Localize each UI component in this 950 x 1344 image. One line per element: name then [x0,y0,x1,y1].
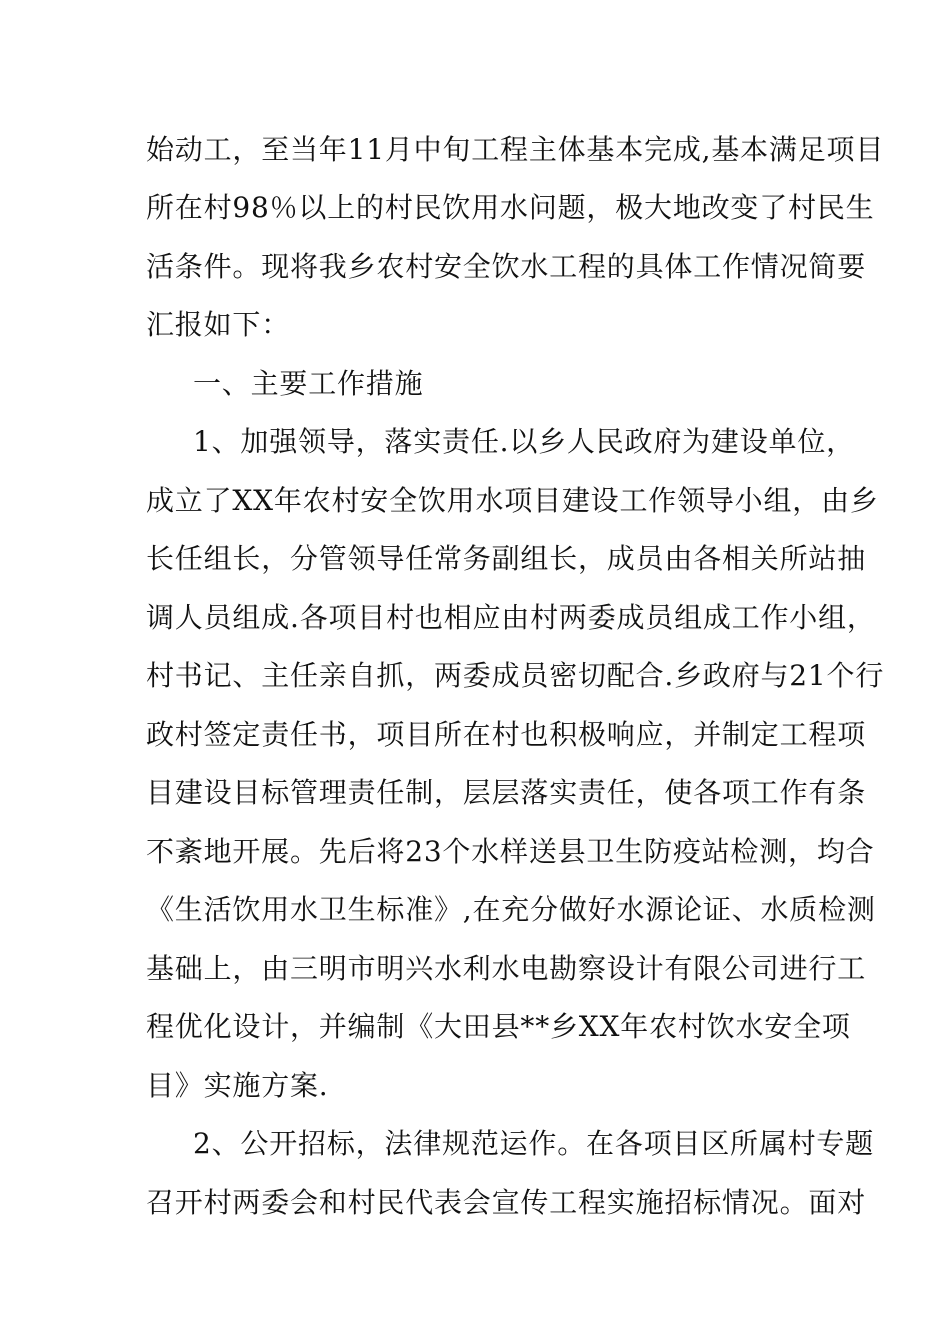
paragraph-line: 不紊地开展。先后将23个水样送县卫生防疫站检测，均合 [146,835,875,868]
paragraph-line: 目建设目标管理责任制，层层落实责任，使各项工作有条 [146,776,867,809]
paragraph-line: 程优化设计，并编制《大田县**乡XX年农村饮水安全项 [146,1010,851,1043]
paragraph-line: 目》实施方案. [146,1069,329,1102]
paragraph-line: 村书记、主任亲自抓，两委成员密切配合.乡政府与21个行 [146,659,885,692]
paragraph-line: 政村签定责任书，项目所在村也积极响应，并制定工程项 [146,718,867,751]
section-heading: 一、主要工作措施 [193,367,424,400]
paragraph-line: 成立了XX年农村安全饮用水项目建设工作领导小组，由乡 [146,484,879,517]
paragraph-line: 《生活饮用水卫生标准》,在充分做好水源论证、水质检测 [146,893,876,926]
paragraph-line: 调人员组成.各项目村也相应由村两委成员组成工作小组， [146,601,876,634]
paragraph-line: 始动工，至当年11月中旬工程主体基本完成,基本满足项目 [146,133,885,166]
paragraph-line: 所在村98％以上的村民饮用水问题，极大地改变了村民生 [146,191,875,224]
paragraph-line: 汇报如下： [146,308,291,341]
paragraph-line: 基础上，由三明市明兴水利水电勘察设计有限公司进行工 [146,952,867,985]
paragraph-line: 召开村两委会和村民代表会宣传工程实施招标情况。面对 [146,1186,867,1219]
paragraph-line: 1、加强领导，落实责任.以乡人民政府为建设单位， [193,425,855,458]
paragraph-line: 活条件。现将我乡农村安全饮水工程的具体工作情况简要 [146,250,867,283]
paragraph-line: 2、公开招标，法律规范运作。在各项目区所属村专题 [193,1127,875,1160]
paragraph-line: 长任组长，分管领导任常务副组长，成员由各相关所站抽 [146,542,867,575]
